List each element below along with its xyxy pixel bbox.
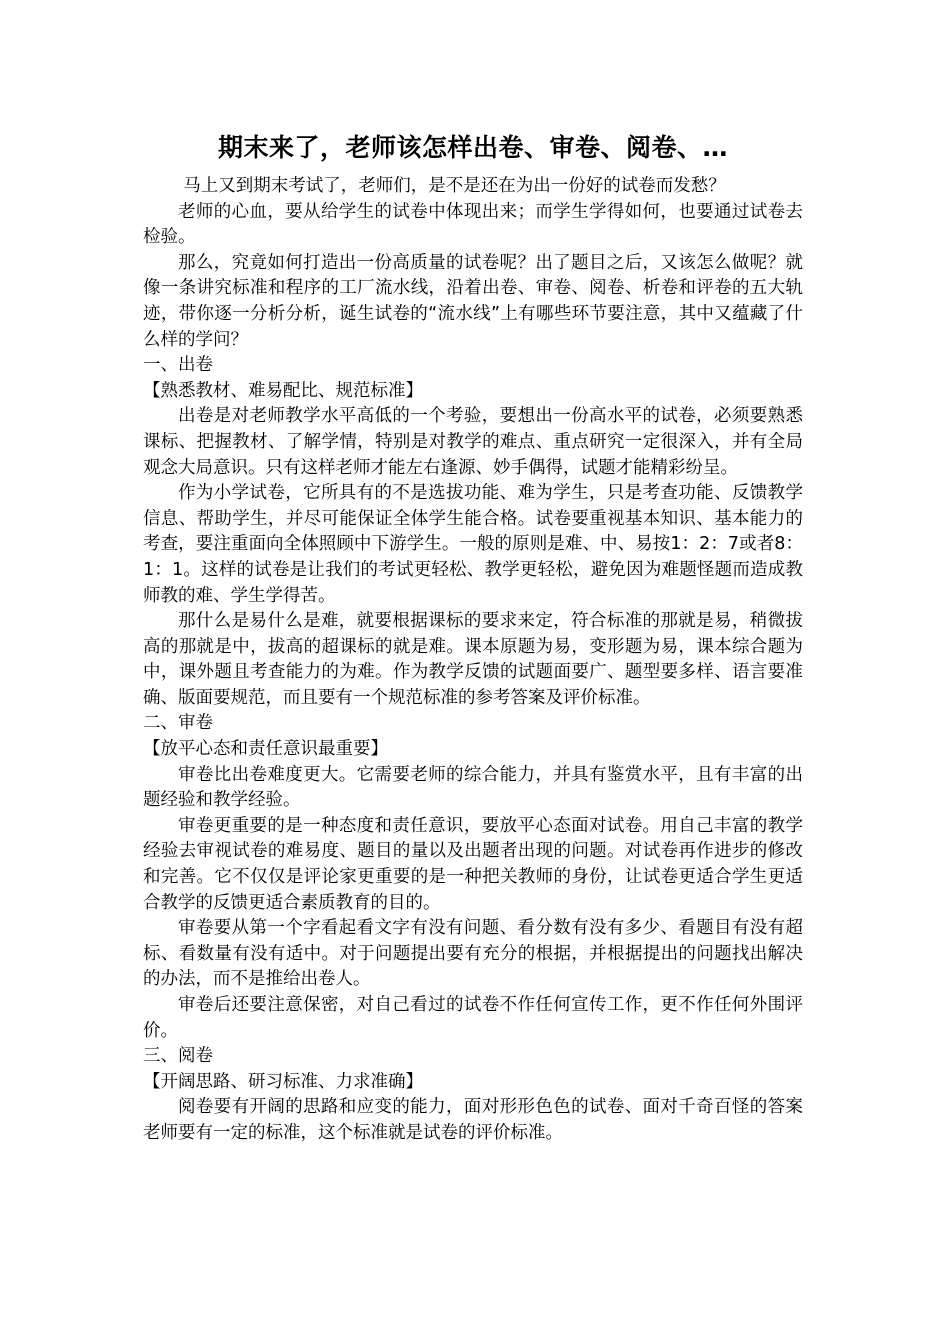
section-heading-3: 三、阅卷 (143, 1046, 213, 1067)
section-subheading-2: 【放平心态和责任意识最重要】 (143, 739, 388, 760)
document-title: 期末来了，老师该怎样出卷、审卷、阅卷、… (217, 133, 728, 162)
section2-paragraph-3: 审卷要从第一个字看起看文字有没有问题、看分数有没有多少、看题目有没有超标、看数量有没有适中。对于问题提出要有充分的根据，并根据提出的问题找出解决的办法，而不是推给出卷人。 (143, 918, 803, 990)
intro-paragraph-1: 马上又到期末考试了，老师们，是不是还在为出一份好的试卷而发愁？ (183, 176, 726, 196)
section1-paragraph-1: 出卷是对老师教学水平高低的一个考验，要想出一份高水平的试卷，必须要熟悉课标、把握教材、了解学情，特别是对教学的难点、重点研究一定很深入，并有全局观念大局意识。只有这样老师才能左右逢源、妙手偶得，试题才能精彩纷呈。 (143, 406, 803, 478)
section-subheading-3: 【开阔思路、研习标准、力求准确】 (143, 1071, 423, 1092)
section2-paragraph-4: 审卷后还要注意保密，对自己看过的试卷不作任何宣传工作，更不作任何外围评价。 (143, 995, 803, 1041)
document-page (143, 122, 803, 1147)
section1-paragraph-3: 那什么是易什么是难，就要根据课标的要求来定，符合标准的那就是易，稍微拔高的那就是中，拔高的超课标的就是难。课本原题为易，变形题为易，课本综合题为中，课外题且考查能力的为难。作为教学反馈的试题面要广、题型要多样、语言要准确、版面要规范，而且要有一个规范标准的参考答案及评价标准。 (143, 611, 803, 708)
section-heading-2: 二、审卷 (143, 713, 213, 734)
section2-paragraph-2: 审卷更重要的是一种态度和责任意识，要放平心态面对试卷。用自己丰富的教学经验去审视试卷的难易度、题目的量以及出题者出现的问题。对试卷再作进步的修改和完善。它不仅仅是评论家更重要的是一种把关教师的身份，让试卷更适合学生更适合教学的反馈更适合素质教育的目的。 (143, 815, 803, 913)
section-subheading-1: 【熟悉教材、难易配比、规范标准】 (143, 380, 423, 401)
section3-paragraph-1: 阅卷要有开阔的思路和应变的能力，面对形形色色的试卷、面对千奇百怪的答案老师要有一定的标准，这个标准就是试卷的评价标准。 (143, 1097, 803, 1143)
section1-paragraph-2: 作为小学试卷，它所具有的不是选拔功能、难为学生，只是考查功能、反馈教学信息、帮助学生，并尽可能保证全体学生能合格。试卷要重视基本知识、基本能力的考查，要注重面向全体照顾中下游学生。一般的原则是难、中、易按1：2：7或者8：1：1。这样的试卷是让我们的考试更轻松、教学更轻松，避免因为难题怪题而造成教师教的难、学生学得苦。 (143, 483, 803, 606)
section2-paragraph-1: 审卷比出卷难度更大。它需要老师的综合能力，并具有鉴赏水平，且有丰富的出题经验和教学经验。 (143, 764, 803, 811)
intro-paragraph-3: 那么，究竟如何打造出一份高质量的试卷呢？出了题目之后，又该怎么做呢？就像一条讲究标准和程序的工厂流水线，沿着出卷、审卷、阅卷、析卷和评卷的五大轨迹，带你逐一分析分析，诞生试卷的“流水线”上有哪些环节要注意，其中又蕴藏了什么样的学问？ (143, 252, 803, 350)
intro-paragraph-2: 老师的心血，要从给学生的试卷中体现出来；而学生学得如何，也要通过试卷去检验。 (143, 201, 803, 248)
section-heading-1: 一、出卷 (143, 355, 213, 376)
